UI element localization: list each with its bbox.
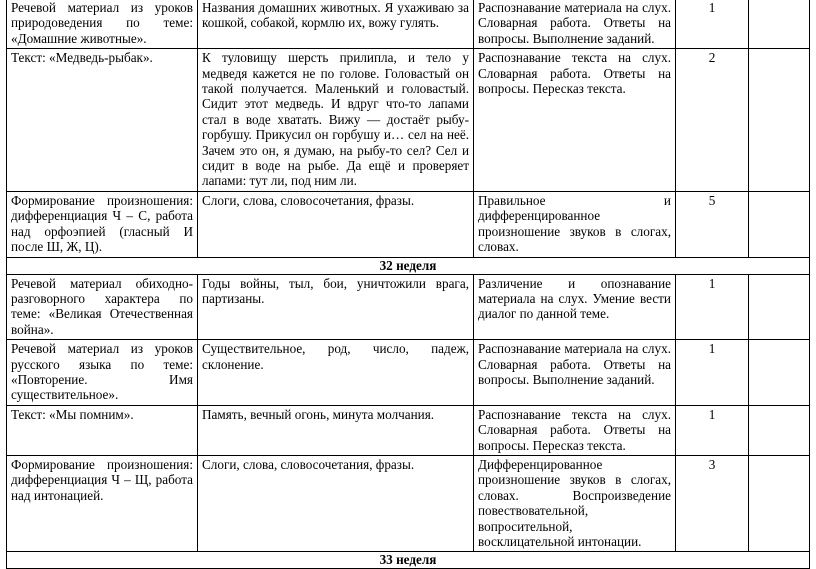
speech-material-cell: Слоги, слова, словосочетания, фразы. <box>198 191 474 257</box>
topic-cell: Речевой материал из уроков природоведения по теме: «Домашние животные». <box>7 0 198 49</box>
activities-cell: Распознавание материала на слух. Словарная работа. Ответы на вопросы. Выполнение заданий. <box>474 0 676 49</box>
hours-cell: 2 <box>676 49 749 192</box>
table-row <box>7 455 810 551</box>
week-header-row <box>7 552 810 569</box>
extra-cell <box>749 405 810 455</box>
topic-cell: Речевой материал обиходно-разговорного характера по теме: «Великая Отечественная война». <box>7 274 198 340</box>
extra-cell <box>749 191 810 257</box>
extra-cell <box>749 274 810 340</box>
topic-cell: Текст: «Мы помним». <box>7 405 198 455</box>
week-label: 33 неделя <box>7 552 810 569</box>
table-row <box>7 274 810 340</box>
activities-cell: Распознавание текста на слух. Словарная работа. Ответы на вопросы. Пересказ текста. <box>474 405 676 455</box>
table-row <box>7 191 810 257</box>
table-row <box>7 340 810 406</box>
speech-material-cell: Слоги, слова, словосочетания, фразы. <box>198 455 474 551</box>
table-row <box>7 0 810 49</box>
topic-cell: Формирование произношения: дифференциация Ч – С, работа над орфоэпией (гласный И после Ш, Ж, Ц). <box>7 191 198 257</box>
hours-cell: 5 <box>676 191 749 257</box>
speech-material-cell: Годы войны, тыл, бои, уничтожили врага, партизаны. <box>198 274 474 340</box>
hours-cell: 1 <box>676 274 749 340</box>
extra-cell <box>749 0 810 49</box>
week-header-row <box>7 257 810 274</box>
activities-cell: Распознавание текста на слух. Словарная работа. Ответы на вопросы. Пересказ текста. <box>474 49 676 192</box>
hours-cell: 3 <box>676 455 749 551</box>
hours-cell: 1 <box>676 405 749 455</box>
speech-material-cell: Память, вечный огонь, минута молчания. <box>198 405 474 455</box>
extra-cell <box>749 49 810 192</box>
speech-material-cell: Существительное, род, число, падеж, склонение. <box>198 340 474 406</box>
table-row <box>7 405 810 455</box>
extra-cell <box>749 455 810 551</box>
extra-cell <box>749 340 810 406</box>
activities-cell: Различение и опознавание материала на слух. Умение вести диалог по данной теме. <box>474 274 676 340</box>
hours-cell: 1 <box>676 340 749 406</box>
table-row <box>7 49 810 192</box>
topic-cell: Формирование произношения: дифференциация Ч – Щ, работа над интонацией. <box>7 455 198 551</box>
topic-cell: Речевой материал из уроков русского языка по теме: «Повторение. Имя существительное». <box>7 340 198 406</box>
speech-material-cell: Названия домашних животных. Я ухаживаю за кошкой, собакой, кормлю их, вожу гулять. <box>198 0 474 49</box>
speech-material-cell: К туловищу шерсть прилипла, и тело у медведя кажется не по голове. Головастый он такой получается. Маленький и головастый. Сидит этот медведь. И вдруг что-то лапами стал в воде хватать. Вижу — достаёт рыбу-горбушу. Прикусил он горбушу и… сел на неё. Зачем это он, я думаю, на рыбу-то сел? Сел и сидит в воде на рыбе. Да ещё и проверяет лапами: тут ли, под ним ли. <box>198 49 474 192</box>
activities-cell: Дифференцированное произношение звуков в слогах, словах. Воспроизведение повествовательной, вопросительной, восклицательной интонации. <box>474 455 676 551</box>
lesson-plan-table <box>6 0 810 569</box>
activities-cell: Правильное и дифференцированное произношение звуков в слогах, словах. <box>474 191 676 257</box>
activities-cell: Распознавание материала на слух. Словарная работа. Ответы на вопросы. Выполнение заданий. <box>474 340 676 406</box>
hours-cell: 1 <box>676 0 749 49</box>
week-label: 32 неделя <box>7 257 810 274</box>
topic-cell: Текст: «Медведь-рыбак». <box>7 49 198 192</box>
